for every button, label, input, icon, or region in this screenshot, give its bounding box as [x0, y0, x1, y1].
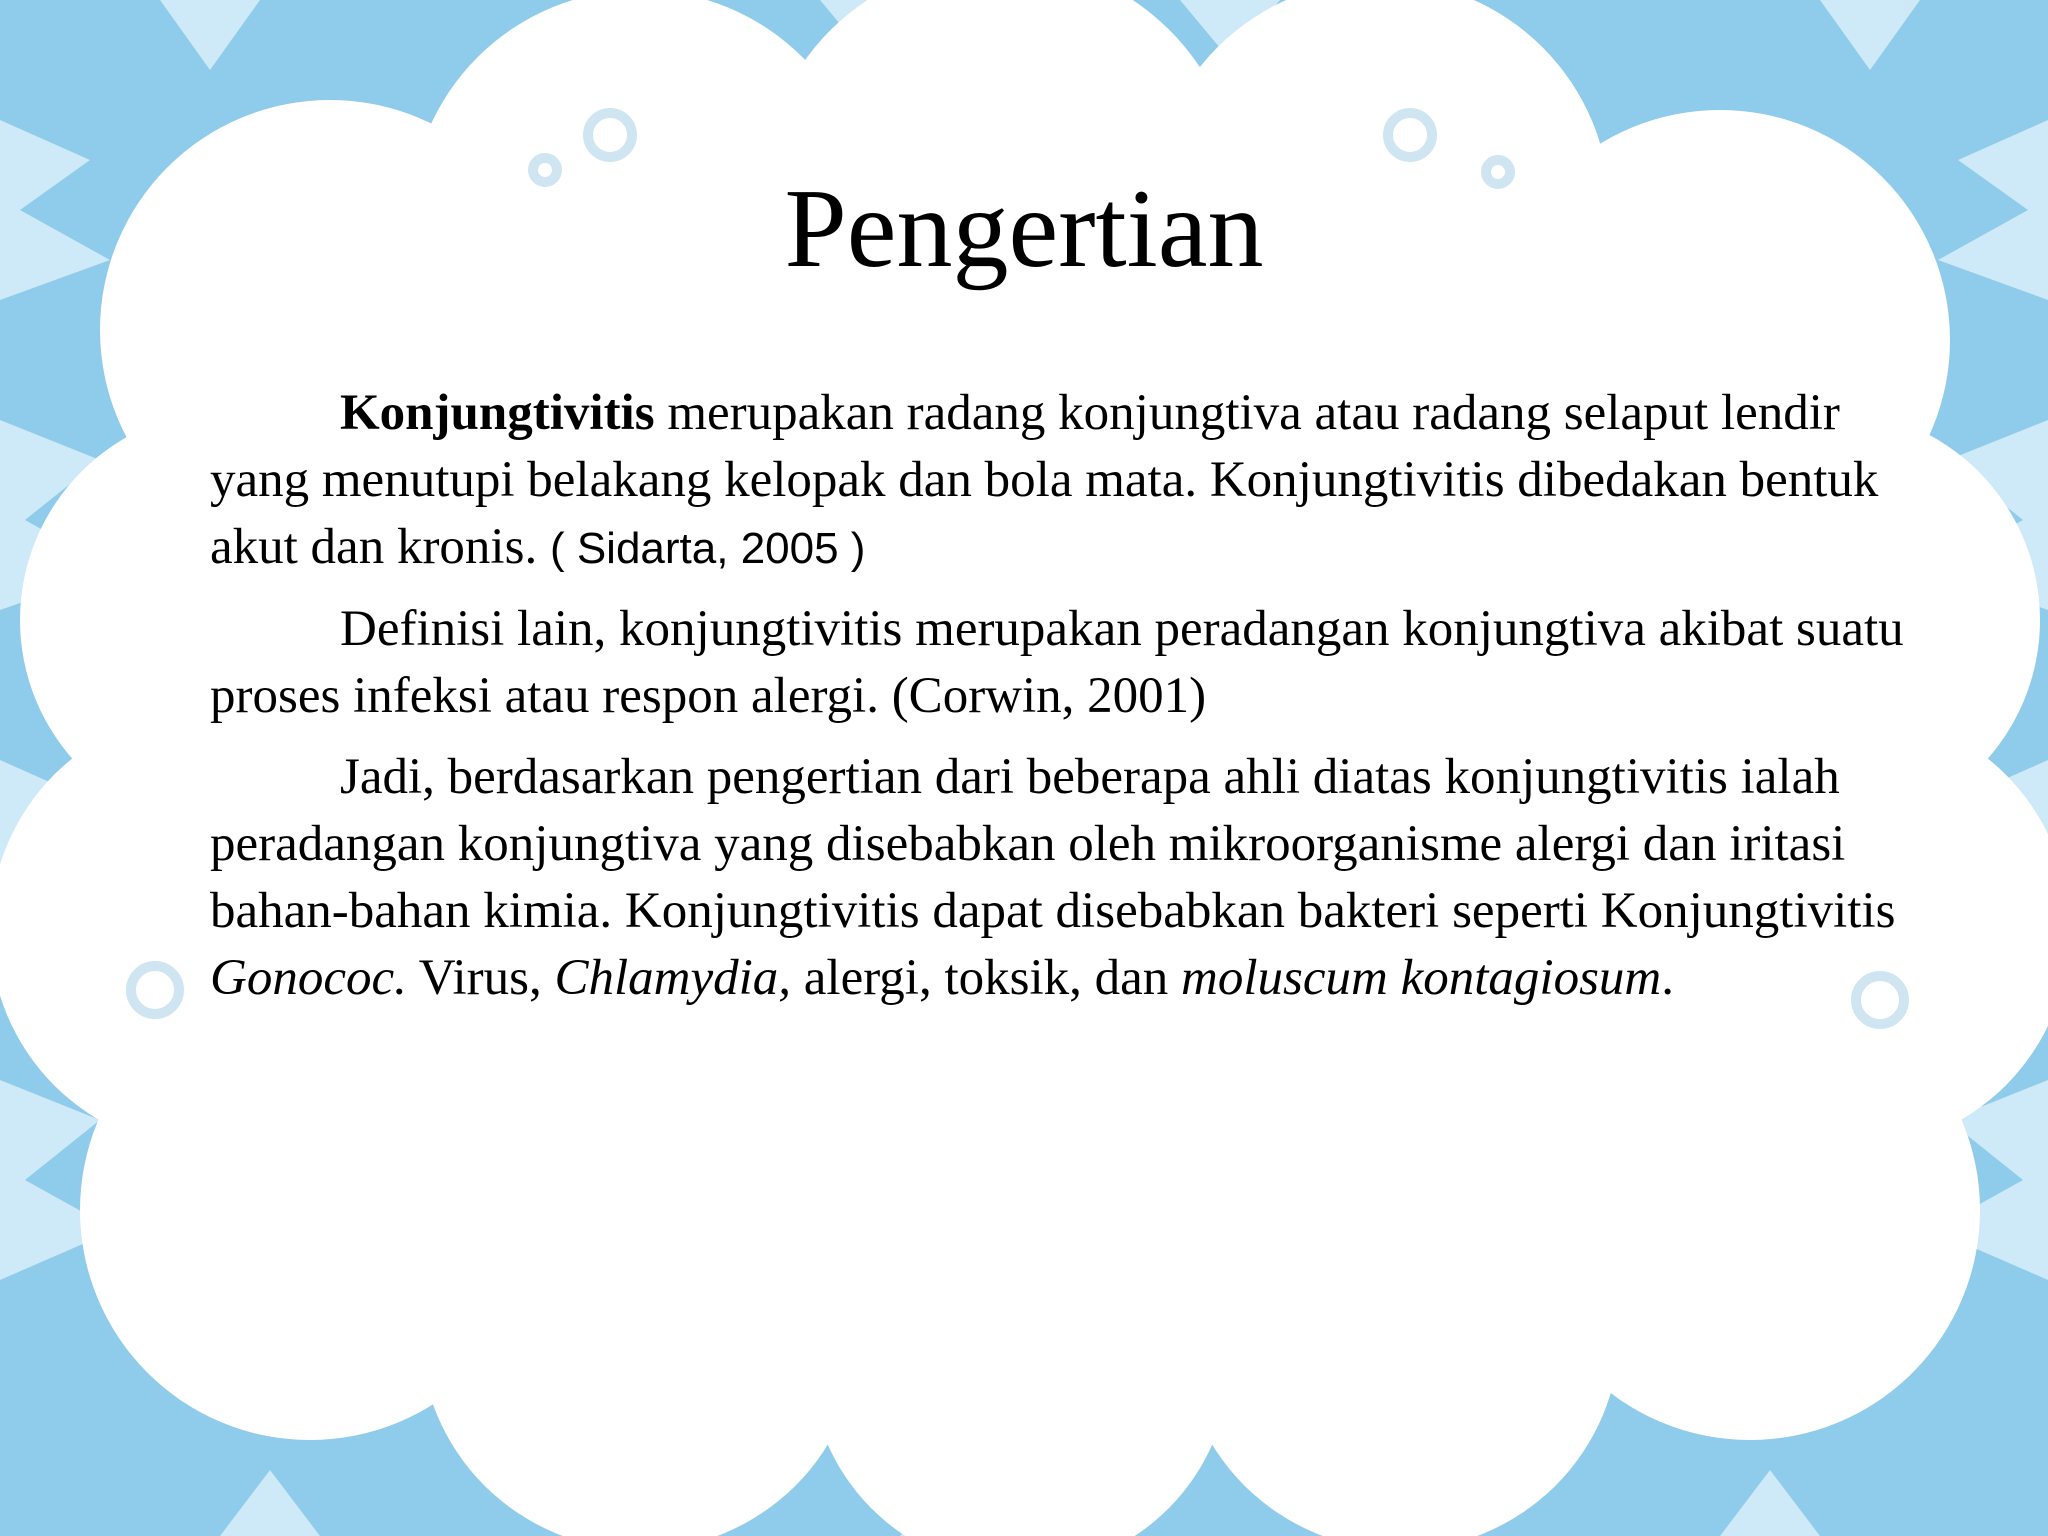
- paragraph-3-text-c: alergi, toksik, dan: [791, 950, 1182, 1006]
- paragraph-definition-1: [210, 380, 1930, 582]
- paragraph-2-text: Definisi lain, konjungtivitis merupakan peradangan konjungtiva akibat suatu proses infeksi atau respon alergi. (Corwin, 2001): [210, 601, 1904, 724]
- citation-sidarta: ( Sidarta, 2005 ): [549, 524, 866, 573]
- term-konjungtivitis: Konjungtivitis: [340, 385, 655, 441]
- paragraph-1-text: merupakan radang konjungtiva atau radang selaput lendir yang menutupi belakang kelopak dan bola mata. Konjungtivitis dibedakan bentuk akut dan kronis.: [210, 385, 1879, 575]
- paragraph-definition-2: [210, 596, 1930, 730]
- term-gonococ: Gonococ.: [210, 950, 407, 1006]
- paragraph-3-text-b: Virus,: [406, 950, 555, 1006]
- term-moluscum: moluscum kontagiosum: [1181, 950, 1662, 1006]
- paragraph-3-text-d: .: [1661, 950, 1675, 1006]
- paragraph-3-text-a: Jadi, berdasarkan pengertian dari beberapa ahli diatas konjungtivitis ialah peradangan konjungtiva yang disebabkan oleh mikroorganisme alergi dan iritasi bahan-bahan kimia. Konjungtivitis dapat disebabkan bakteri seperti Konjungtivitis: [210, 749, 1896, 939]
- body-text: [210, 380, 1930, 1026]
- term-chlamydia: Chlamydia,: [554, 950, 792, 1006]
- paragraph-conclusion: [210, 744, 1930, 1012]
- slide-title: Pengertian: [784, 167, 1264, 291]
